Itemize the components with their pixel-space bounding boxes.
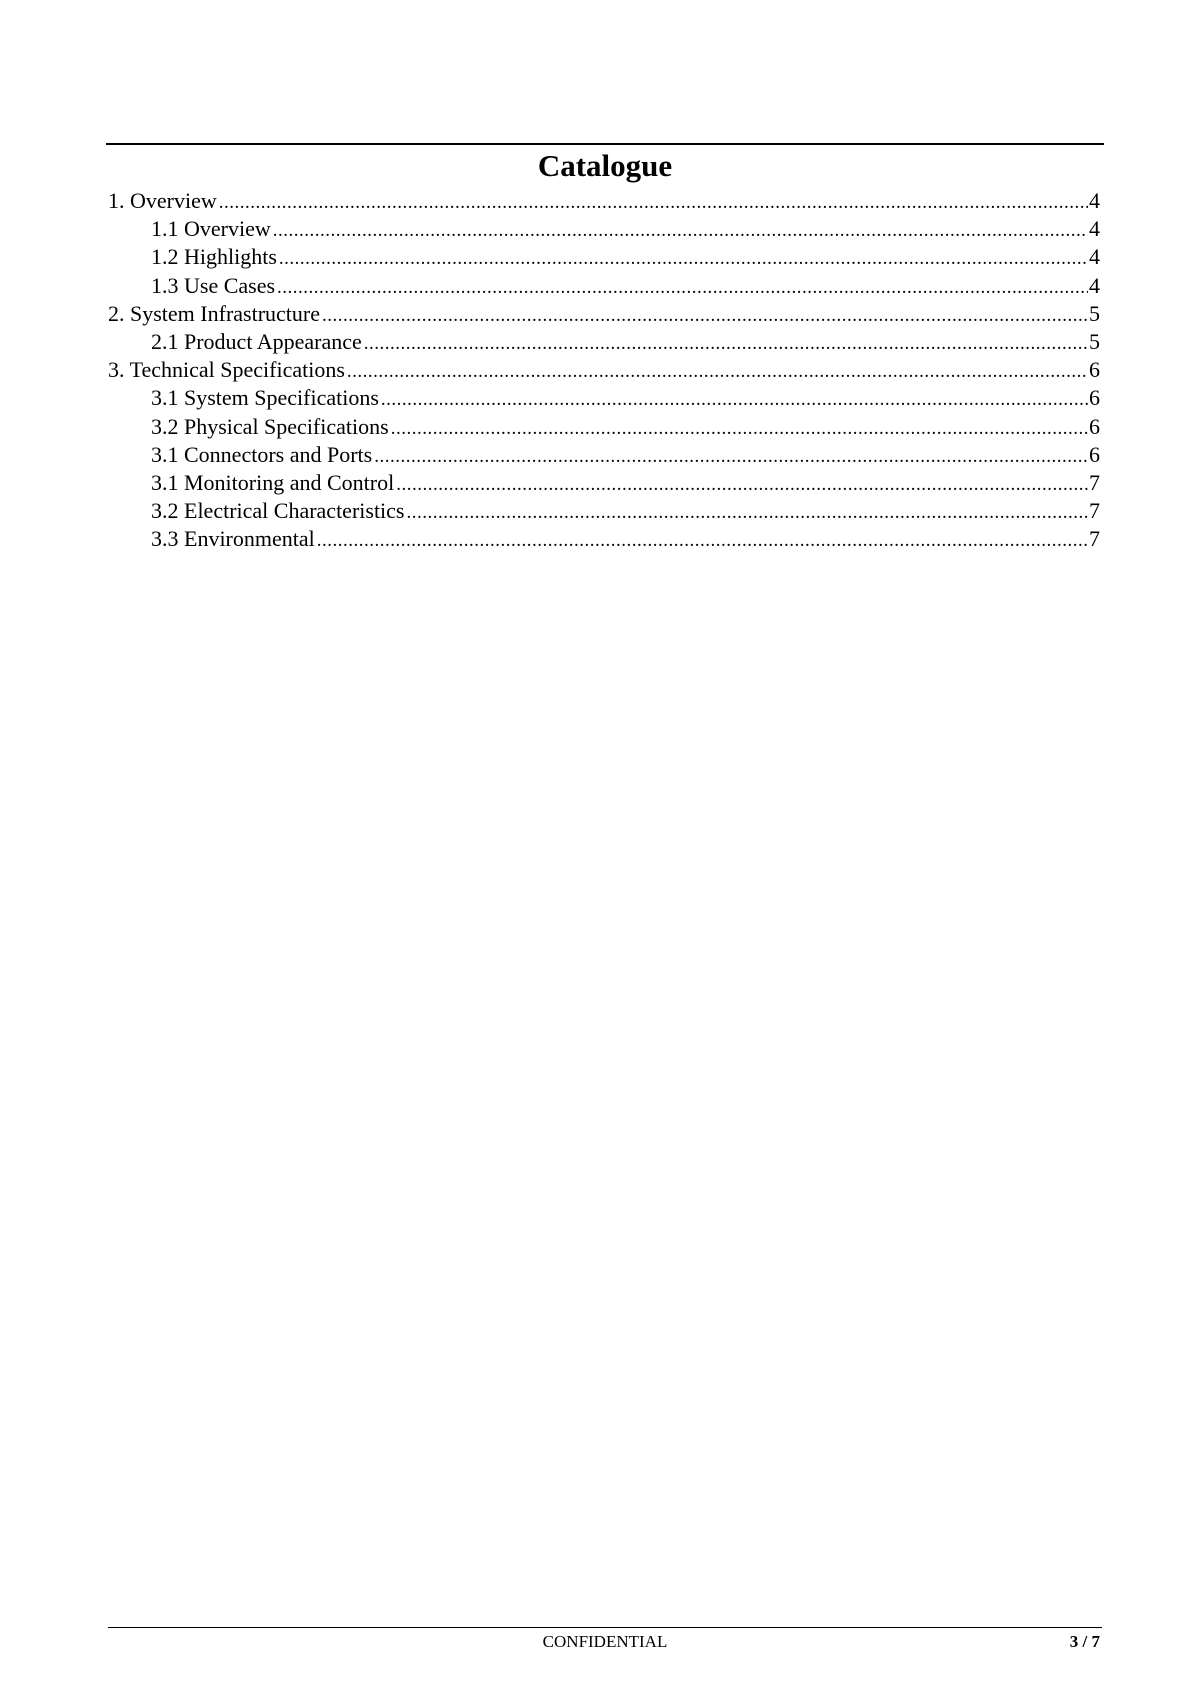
toc-dot-leader	[396, 471, 1088, 499]
toc-dot-leader	[219, 189, 1088, 217]
toc-entry[interactable]	[108, 384, 1100, 412]
toc-dot-leader	[364, 330, 1088, 358]
page-title: Catalogue	[537, 148, 673, 183]
toc-entry-page: 6	[1089, 441, 1100, 467]
toc-entry[interactable]	[108, 272, 1100, 300]
toc-entry[interactable]	[108, 525, 1100, 553]
toc-dot-leader	[322, 302, 1088, 330]
toc-entry-page: 5	[1089, 328, 1100, 354]
toc-entry[interactable]	[108, 328, 1100, 356]
toc-entry[interactable]	[108, 300, 1100, 328]
toc-entry-page: 4	[1089, 272, 1100, 298]
table-of-contents	[108, 187, 1100, 553]
toc-entry[interactable]	[108, 243, 1100, 271]
toc-entry-label: 2.1 Product Appearance	[151, 328, 362, 354]
toc-entry-label: 1.3 Use Cases	[151, 272, 276, 298]
toc-entry-page: 5	[1089, 300, 1100, 326]
toc-entry[interactable]	[108, 356, 1100, 384]
toc-entry-page: 6	[1089, 357, 1100, 383]
toc-entry[interactable]	[108, 187, 1100, 215]
toc-entry-page: 4	[1089, 244, 1100, 270]
toc-entry[interactable]	[108, 441, 1100, 469]
toc-entry-label: 3.1 System Specifications	[151, 385, 379, 411]
toc-entry-page: 4	[1089, 216, 1100, 242]
toc-entry-page: 4	[1089, 188, 1100, 213]
toc-dot-leader	[317, 527, 1088, 555]
toc-entry-label: 3. Technical Specifications	[108, 357, 345, 383]
toc-dot-leader	[277, 274, 1088, 302]
toc-entry[interactable]	[108, 497, 1100, 525]
footer-rule	[108, 1627, 1102, 1628]
toc-entry-label: 3.2 Physical Specifications	[151, 413, 389, 439]
toc-dot-leader	[273, 217, 1088, 245]
toc-dot-leader	[381, 386, 1088, 414]
toc-entry-page: 7	[1089, 469, 1100, 495]
toc-entry[interactable]	[108, 215, 1100, 243]
toc-entry-page: 7	[1089, 526, 1100, 552]
toc-entry-label: 3.2 Electrical Characteristics	[151, 498, 405, 524]
toc-entry-label: 1. Overview	[108, 188, 217, 213]
toc-entry-page: 6	[1089, 385, 1100, 411]
toc-dot-leader	[391, 415, 1088, 443]
toc-entry[interactable]	[108, 413, 1100, 441]
header-rule	[106, 143, 1104, 145]
toc-entry-label: 1.2 Highlights	[151, 244, 277, 270]
toc-dot-leader	[347, 358, 1088, 386]
toc-entry-label: 3.3 Environmental	[151, 526, 315, 552]
toc-entry[interactable]	[108, 469, 1100, 497]
toc-entry-label: 3.1 Monitoring and Control	[151, 469, 395, 495]
toc-entry-label: 1.1 Overview	[151, 216, 271, 242]
toc-dot-leader	[279, 245, 1088, 273]
toc-entry-page: 6	[1089, 413, 1100, 439]
toc-dot-leader	[407, 499, 1089, 527]
toc-dot-leader	[374, 443, 1088, 471]
footer-page-indicator: 3 / 7	[1069, 1632, 1100, 1651]
toc-entry-label: 2. System Infrastructure	[108, 300, 320, 326]
toc-entry-label: 3.1 Connectors and Ports	[151, 441, 373, 467]
footer-confidential-label: CONFIDENTIAL	[542, 1632, 668, 1651]
toc-entry-page: 7	[1089, 498, 1100, 524]
